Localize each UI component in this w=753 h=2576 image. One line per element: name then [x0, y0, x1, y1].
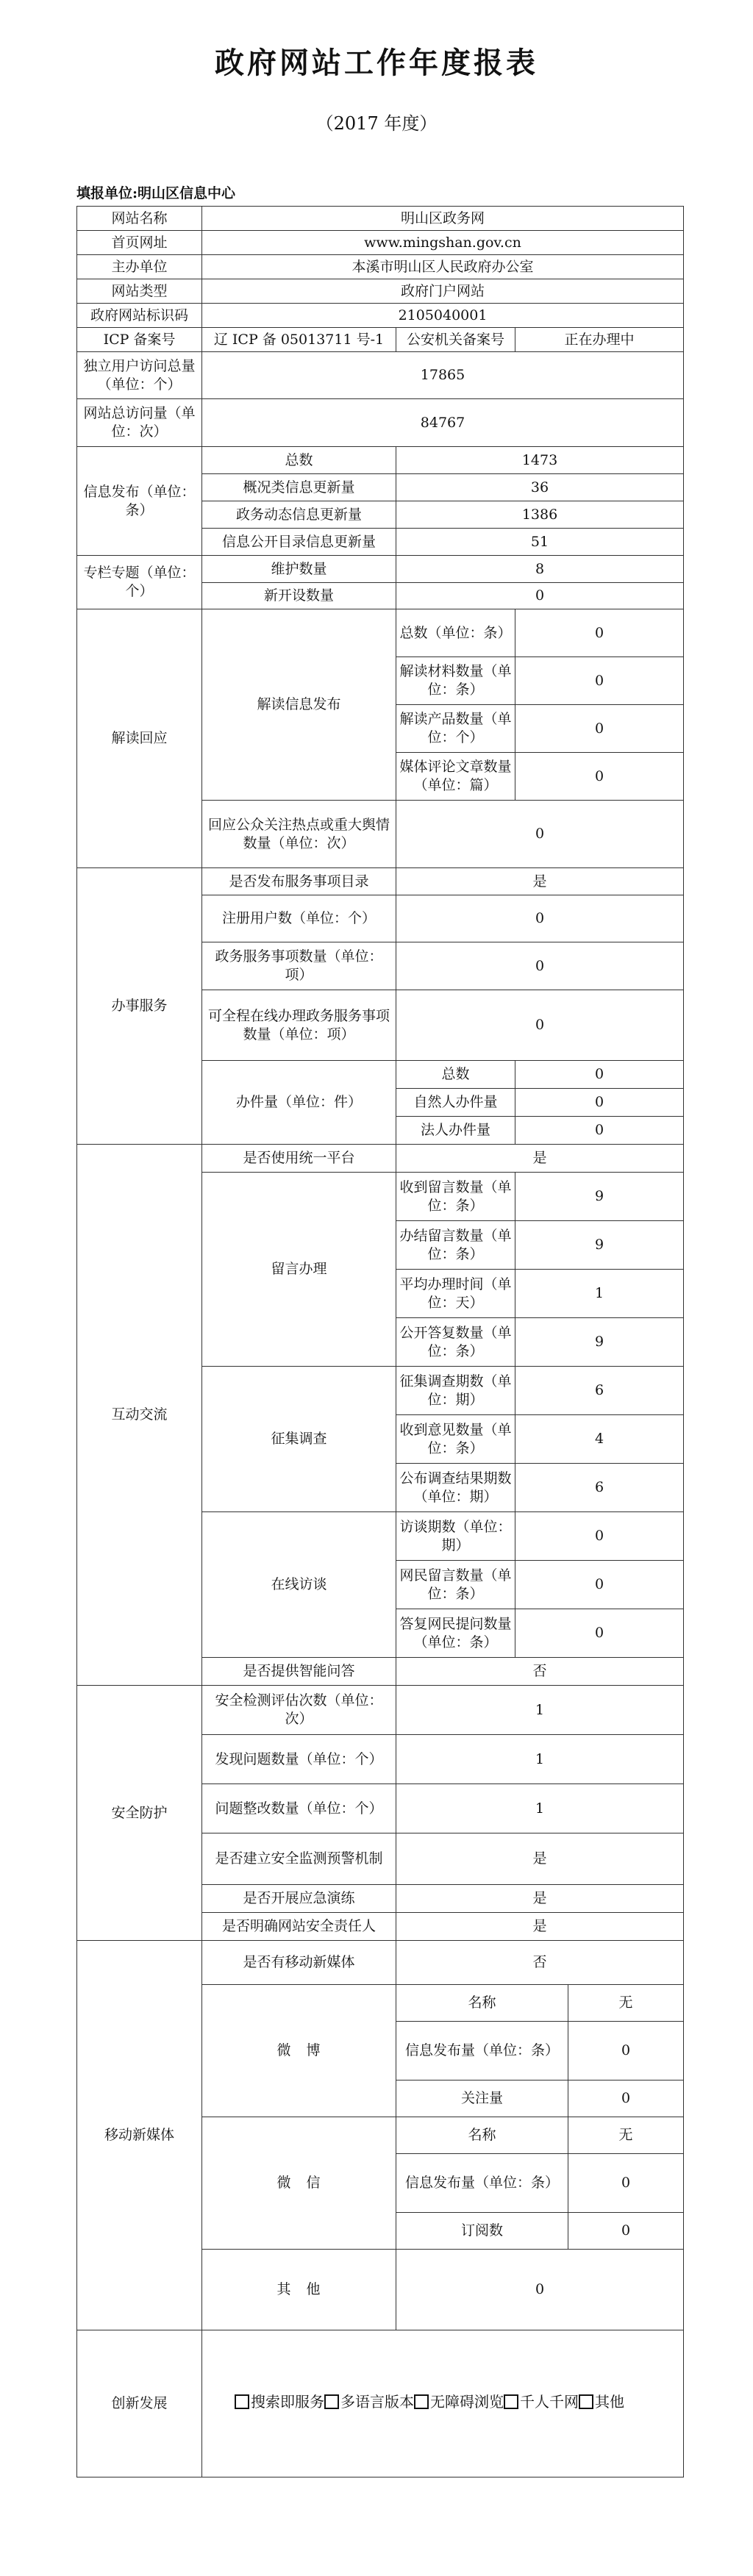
label-weibo-name: 名称 — [396, 1985, 568, 2022]
value-volume-natural: 0 — [515, 1089, 684, 1117]
label-police-record: 公安机关备案号 — [396, 328, 515, 352]
label-interpret-product: 解读产品数量（单位：个） — [396, 705, 515, 753]
report-table — [76, 206, 684, 2477]
label-info-catalog: 信息公开目录信息更新量 — [202, 529, 396, 556]
value-interpret-respond: 0 — [396, 801, 684, 868]
label-volume-total: 总数 — [396, 1061, 515, 1089]
value-unified-platform: 是 — [396, 1145, 684, 1173]
value-interview-answers: 0 — [515, 1609, 684, 1658]
label-survey-opinions: 收到意见数量（单位：条） — [396, 1415, 515, 1464]
innovation-option[interactable]: 千人千网 — [504, 2393, 579, 2411]
label-security-drill: 是否开展应急演练 — [202, 1885, 396, 1913]
label-msg-public: 公开答复数量（单位：条） — [396, 1318, 515, 1367]
label-interview-messages: 网民留言数量（单位：条） — [396, 1561, 515, 1609]
checkbox-icon — [504, 2394, 518, 2409]
value-column-maintain: 8 — [396, 556, 684, 583]
innovation-options — [202, 2330, 684, 2477]
value-info-total: 1473 — [396, 447, 684, 474]
value-info-catalog: 51 — [396, 529, 684, 556]
label-volume-natural: 自然人办件量 — [396, 1089, 515, 1117]
label-service-catalog: 是否发布服务事项目录 — [202, 868, 396, 895]
value-weibo-publish: 0 — [568, 2022, 684, 2081]
label-weibo: 微 博 — [202, 1985, 396, 2117]
checkbox-icon — [235, 2394, 249, 2409]
label-survey-periods: 征集调查期数（单位：期） — [396, 1367, 515, 1415]
checkbox-icon — [324, 2394, 339, 2409]
label-mobile-other: 其 他 — [202, 2250, 396, 2330]
value-wechat-publish: 0 — [568, 2154, 684, 2213]
label-service-users: 注册用户数（单位：个） — [202, 895, 396, 942]
label-wechat-subscribe: 订阅数 — [396, 2213, 568, 2250]
label-service-volume: 办件量（单位：件） — [202, 1061, 396, 1145]
value-security-person: 是 — [396, 1913, 684, 1941]
label-mobile-has: 是否有移动新媒体 — [202, 1941, 396, 1985]
label-survey: 征集调查 — [202, 1367, 396, 1512]
value-survey-periods: 6 — [515, 1367, 684, 1415]
label-weibo-follow: 关注量 — [396, 2081, 568, 2117]
label-site-id: 政府网站标识码 — [77, 304, 202, 328]
value-police-record: 正在办理中 — [515, 328, 684, 352]
value-smart-qa: 否 — [396, 1658, 684, 1686]
value-interpret-total: 0 — [515, 609, 684, 657]
value-site-id: 2105040001 — [202, 304, 684, 328]
innovation-option[interactable]: 多语言版本 — [324, 2393, 414, 2411]
value-interpret-material: 0 — [515, 657, 684, 705]
label-home-url: 首页网址 — [77, 231, 202, 255]
label-msg-done: 办结留言数量（单位：条） — [396, 1221, 515, 1270]
label-interpret-media: 媒体评论文章数量（单位：篇） — [396, 753, 515, 801]
value-home-url: www.mingshan.gov.cn — [202, 231, 684, 255]
value-interpret-media: 0 — [515, 753, 684, 801]
label-info-total: 总数 — [202, 447, 396, 474]
value-msg-done: 9 — [515, 1221, 684, 1270]
label-info-dynamic: 政务动态信息更新量 — [202, 501, 396, 529]
label-msg-avg-time: 平均办理时间（单位：天） — [396, 1270, 515, 1318]
label-interpret: 解读回应 — [77, 609, 202, 868]
value-wechat-subscribe: 0 — [568, 2213, 684, 2250]
value-icp: 辽 ICP 备 05013711 号-1 — [202, 328, 396, 352]
label-interview-periods: 访谈期数（单位：期） — [396, 1512, 515, 1561]
label-security-found: 发现问题数量（单位：个） — [202, 1735, 396, 1784]
label-interpret-material: 解读材料数量（单位：条） — [396, 657, 515, 705]
label-unified-platform: 是否使用统一平台 — [202, 1145, 396, 1173]
value-service-users: 0 — [396, 895, 684, 942]
value-security-monitor: 是 — [396, 1833, 684, 1885]
label-security: 安全防护 — [77, 1686, 202, 1941]
innovation-option[interactable]: 无障碍浏览 — [414, 2393, 504, 2411]
label-online-interview: 在线访谈 — [202, 1512, 396, 1658]
value-security-eval: 1 — [396, 1686, 684, 1735]
label-icp: ICP 备案号 — [77, 328, 202, 352]
value-interpret-product: 0 — [515, 705, 684, 753]
label-wechat-publish: 信息发布量（单位：条） — [396, 2154, 568, 2213]
checkbox-icon — [414, 2394, 429, 2409]
value-column-new: 0 — [396, 583, 684, 609]
filing-unit: 填报单位:明山区信息中心 — [76, 185, 236, 201]
label-msg-received: 收到留言数量（单位：条） — [396, 1173, 515, 1221]
label-message-handling: 留言办理 — [202, 1173, 396, 1367]
label-service-items: 政务服务事项数量（单位：项） — [202, 942, 396, 990]
value-interview-periods: 0 — [515, 1512, 684, 1561]
value-service-catalog: 是 — [396, 868, 684, 895]
value-msg-public: 9 — [515, 1318, 684, 1367]
label-security-eval: 安全检测评估次数（单位：次） — [202, 1686, 396, 1735]
value-survey-opinions: 4 — [515, 1415, 684, 1464]
value-wechat-name: 无 — [568, 2117, 684, 2154]
value-unique-visitors: 17865 — [202, 352, 684, 399]
value-security-found: 1 — [396, 1735, 684, 1784]
label-service-online: 可全程在线办理政务服务事项数量（单位：项） — [202, 990, 396, 1061]
label-column-topics: 专栏专题（单位：个） — [77, 556, 202, 609]
value-survey-results: 6 — [515, 1464, 684, 1512]
value-mobile-has: 否 — [396, 1941, 684, 1985]
label-interpret-respond: 回应公众关注热点或重大舆情数量（单位：次） — [202, 801, 396, 868]
value-volume-total: 0 — [515, 1061, 684, 1089]
label-survey-results: 公布调查结果期数（单位：期） — [396, 1464, 515, 1512]
label-interpret-total: 总数（单位：条） — [396, 609, 515, 657]
value-interview-messages: 0 — [515, 1561, 684, 1609]
label-wechat: 微 信 — [202, 2117, 396, 2250]
label-security-person: 是否明确网站安全责任人 — [202, 1913, 396, 1941]
value-weibo-follow: 0 — [568, 2081, 684, 2117]
innovation-option[interactable]: 搜索即服务 — [235, 2393, 324, 2411]
label-volume-legal: 法人办件量 — [396, 1117, 515, 1145]
label-security-fixed: 问题整改数量（单位：个） — [202, 1784, 396, 1833]
label-column-new: 新开设数量 — [202, 583, 396, 609]
label-total-visits: 网站总访问量（单位：次） — [77, 399, 202, 447]
value-security-drill: 是 — [396, 1885, 684, 1913]
label-innovation: 创新发展 — [77, 2330, 202, 2477]
label-mobile-media: 移动新媒体 — [77, 1941, 202, 2330]
value-service-items: 0 — [396, 942, 684, 990]
label-host-org: 主办单位 — [77, 255, 202, 279]
innovation-option[interactable]: 其他 — [579, 2393, 624, 2411]
value-info-overview: 36 — [396, 474, 684, 501]
label-interpret-publish: 解读信息发布 — [202, 609, 396, 801]
value-msg-received: 9 — [515, 1173, 684, 1221]
label-security-monitor: 是否建立安全监测预警机制 — [202, 1833, 396, 1885]
label-wechat-name: 名称 — [396, 2117, 568, 2154]
label-smart-qa: 是否提供智能问答 — [202, 1658, 396, 1686]
value-total-visits: 84767 — [202, 399, 684, 447]
label-interview-answers: 答复网民提问数量（单位：条） — [396, 1609, 515, 1658]
value-msg-avg-time: 1 — [515, 1270, 684, 1318]
label-column-maintain: 维护数量 — [202, 556, 396, 583]
report-year: （2017 年度） — [315, 113, 438, 134]
value-weibo-name: 无 — [568, 1985, 684, 2022]
value-site-name: 明山区政务网 — [202, 207, 684, 231]
label-site-name: 网站名称 — [77, 207, 202, 231]
value-security-fixed: 1 — [396, 1784, 684, 1833]
value-host-org: 本溪市明山区人民政府办公室 — [202, 255, 684, 279]
value-volume-legal: 0 — [515, 1117, 684, 1145]
checkbox-icon — [579, 2394, 593, 2409]
label-interaction: 互动交流 — [77, 1145, 202, 1686]
report-title: 政府网站工作年度报表 — [215, 46, 538, 80]
label-site-type: 网站类型 — [77, 279, 202, 304]
value-info-dynamic: 1386 — [396, 501, 684, 529]
label-info-publish: 信息发布（单位：条） — [77, 447, 202, 556]
label-unique-visitors: 独立用户访问总量（单位：个） — [77, 352, 202, 399]
label-info-overview: 概况类信息更新量 — [202, 474, 396, 501]
value-mobile-other: 0 — [396, 2250, 684, 2330]
label-services: 办事服务 — [77, 868, 202, 1145]
label-weibo-publish: 信息发布量（单位：条） — [396, 2022, 568, 2081]
value-site-type: 政府门户网站 — [202, 279, 684, 304]
value-service-online: 0 — [396, 990, 684, 1061]
